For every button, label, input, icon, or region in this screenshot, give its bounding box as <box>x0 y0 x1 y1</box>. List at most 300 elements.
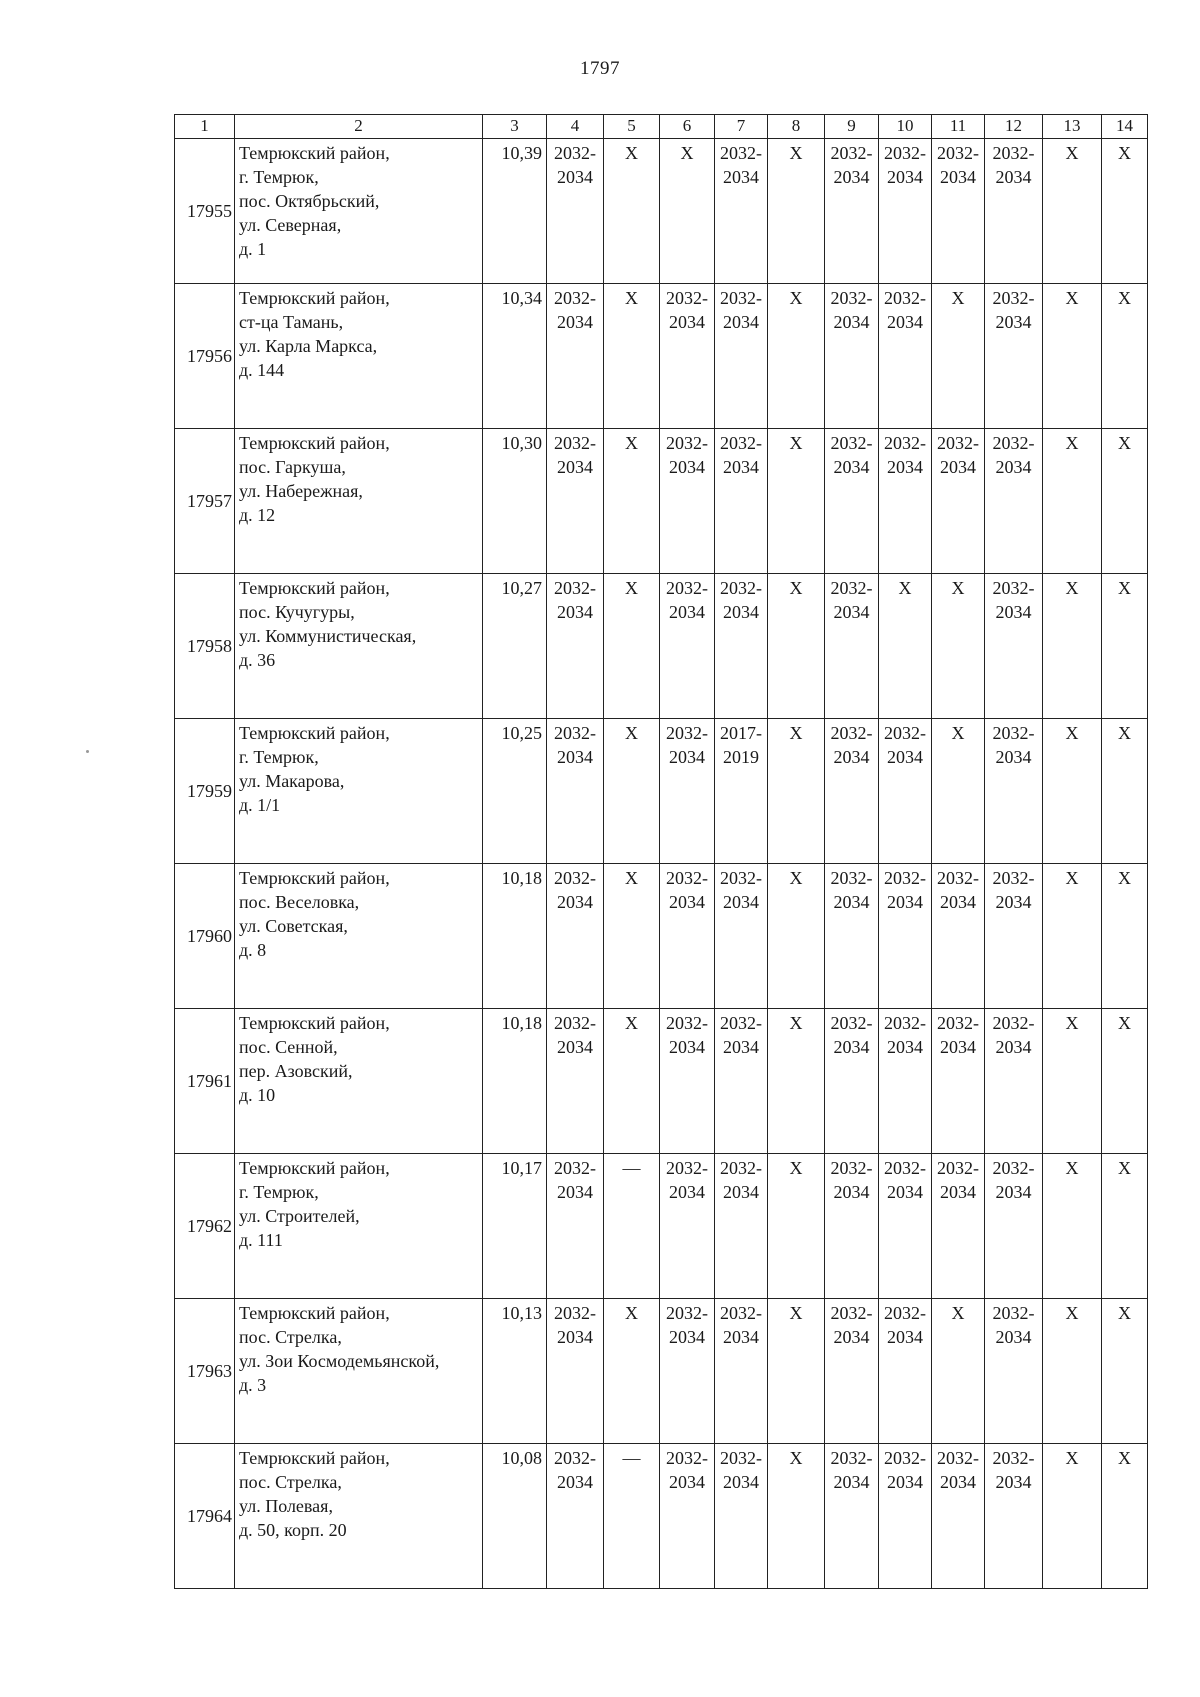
period-cell <box>768 719 825 864</box>
period-value: 2034 <box>557 1037 593 1057</box>
period-cell <box>547 1444 604 1589</box>
period-value: 2032- <box>884 288 926 308</box>
period-value: Х <box>680 143 694 163</box>
period-cell <box>1043 139 1102 284</box>
period-value: 2034 <box>723 1037 759 1057</box>
period-cell <box>715 1009 768 1154</box>
table-row <box>175 1299 1148 1444</box>
period-value: 2032- <box>884 868 926 888</box>
period-value: Х <box>1118 1448 1131 1468</box>
row-number: 17961 <box>175 1009 235 1154</box>
period-value: 2034 <box>723 167 759 187</box>
period-value: 2034 <box>833 747 870 767</box>
period-value: Х <box>1065 868 1079 888</box>
period-value: Х <box>1118 868 1131 888</box>
period-value: 2034 <box>940 1182 976 1202</box>
address-line: пос. Октябрьский, <box>239 191 380 211</box>
period-value: 2032- <box>884 1158 926 1178</box>
period-value: 2034 <box>887 1182 923 1202</box>
period-cell <box>932 1154 985 1299</box>
period-cell <box>715 1154 768 1299</box>
address-line: пос. Кучугуры, <box>239 602 355 622</box>
period-cell <box>1043 574 1102 719</box>
area-value: 10,30 <box>483 429 547 574</box>
address-line: д. 8 <box>239 940 267 960</box>
period-cell <box>985 1009 1043 1154</box>
period-value: 2034 <box>557 457 593 477</box>
period-value: Х <box>898 578 912 598</box>
period-value: 2034 <box>669 1327 705 1347</box>
address-line: пос. Гаркуша, <box>239 457 346 477</box>
period-value: 2034 <box>887 1037 923 1057</box>
period-value: 2034 <box>995 1182 1032 1202</box>
table-row <box>175 864 1148 1009</box>
period-cell <box>1102 1009 1148 1154</box>
area-value: 10,39 <box>483 139 547 284</box>
period-value: 2032- <box>937 1158 979 1178</box>
period-cell <box>715 574 768 719</box>
period-value: Х <box>789 723 803 743</box>
column-header: 14 <box>1102 115 1148 139</box>
period-cell <box>879 1154 932 1299</box>
page-number: 1797 <box>580 58 620 79</box>
period-cell <box>825 1299 879 1444</box>
period-value: 2034 <box>940 892 976 912</box>
address-line: ул. Набережная, <box>239 481 363 501</box>
period-value: 2034 <box>833 602 870 622</box>
address-line: д. 1 <box>239 239 267 259</box>
address-line: д. 50, корп. 20 <box>239 1520 347 1540</box>
period-value: 2032- <box>830 288 873 308</box>
period-value: 2032- <box>992 578 1035 598</box>
period-value: 2032- <box>554 1303 596 1323</box>
period-value: 2032- <box>830 578 873 598</box>
period-cell <box>547 139 604 284</box>
address-line: Темрюкский район, <box>239 433 390 453</box>
period-value: 2034 <box>940 1037 976 1057</box>
column-header: 5 <box>604 115 660 139</box>
address-cell <box>235 1299 483 1444</box>
period-cell <box>547 1299 604 1444</box>
period-value: 2034 <box>557 1182 593 1202</box>
column-header: 12 <box>985 115 1043 139</box>
period-cell <box>985 574 1043 719</box>
period-cell <box>604 1009 660 1154</box>
period-value: 2034 <box>669 892 705 912</box>
address-line: д. 144 <box>239 360 285 380</box>
period-cell <box>547 429 604 574</box>
period-value: 2032- <box>884 433 926 453</box>
period-value: Х <box>1118 1013 1131 1033</box>
period-cell <box>985 1154 1043 1299</box>
column-header: 3 <box>483 115 547 139</box>
address-line: д. 12 <box>239 505 276 525</box>
period-value: 2032- <box>554 723 596 743</box>
period-cell <box>879 719 932 864</box>
address-line: Темрюкский район, <box>239 288 390 308</box>
address-line: ул. Полевая, <box>239 1496 333 1516</box>
period-cell <box>1102 864 1148 1009</box>
period-value: 2034 <box>833 1472 870 1492</box>
period-value: 2032- <box>666 1158 708 1178</box>
address-line: Темрюкский район, <box>239 868 390 888</box>
period-cell <box>879 574 932 719</box>
area-value: 10,13 <box>483 1299 547 1444</box>
period-cell <box>879 284 932 429</box>
period-value: 2032- <box>992 1448 1035 1468</box>
period-value: Х <box>789 578 803 598</box>
period-value: 2032- <box>884 1013 926 1033</box>
period-cell <box>1043 1154 1102 1299</box>
period-value: 2032- <box>666 433 708 453</box>
period-cell <box>547 284 604 429</box>
period-cell <box>715 719 768 864</box>
period-value: Х <box>789 1303 803 1323</box>
period-value: Х <box>951 723 965 743</box>
period-cell <box>985 429 1043 574</box>
period-value: 2034 <box>723 1327 759 1347</box>
period-value: 2032- <box>830 1013 873 1033</box>
period-cell <box>660 1444 715 1589</box>
period-cell <box>604 1444 660 1589</box>
period-cell <box>985 864 1043 1009</box>
period-value: 2034 <box>669 602 705 622</box>
period-value: Х <box>1118 143 1131 163</box>
period-cell <box>1102 1444 1148 1589</box>
period-value: 2034 <box>940 167 976 187</box>
period-value: 2032- <box>666 288 708 308</box>
address-line: Темрюкский район, <box>239 1013 390 1033</box>
period-value: 2032- <box>554 1158 596 1178</box>
period-cell <box>768 574 825 719</box>
period-value: 2032- <box>992 143 1035 163</box>
scan-speck <box>86 750 89 753</box>
period-value: 2032- <box>720 288 762 308</box>
period-cell <box>1102 284 1148 429</box>
period-value: 2032- <box>830 1158 873 1178</box>
row-number: 17963 <box>175 1299 235 1444</box>
column-number-row <box>175 115 1148 139</box>
period-cell <box>715 1299 768 1444</box>
period-value: 2034 <box>995 747 1032 767</box>
period-cell <box>932 139 985 284</box>
period-cell <box>1102 1299 1148 1444</box>
period-value: 2034 <box>995 1327 1032 1347</box>
period-value: 2019 <box>723 747 759 767</box>
period-value: 2032- <box>554 578 596 598</box>
period-cell <box>547 1009 604 1154</box>
address-line: ул. Карла Маркса, <box>239 336 378 356</box>
period-cell <box>932 429 985 574</box>
period-value: 2034 <box>887 1472 923 1492</box>
area-value: 10,27 <box>483 574 547 719</box>
period-value: 2032- <box>992 1303 1035 1323</box>
column-header: 4 <box>547 115 604 139</box>
period-value: 2032- <box>720 433 762 453</box>
period-value: Х <box>789 143 803 163</box>
period-cell <box>660 1299 715 1444</box>
period-cell <box>715 1444 768 1589</box>
period-value: 2034 <box>669 457 705 477</box>
period-value: 2032- <box>884 1303 926 1323</box>
period-value: 2034 <box>723 312 759 332</box>
table-row <box>175 1154 1148 1299</box>
period-value: 2034 <box>557 1327 593 1347</box>
period-value: 2034 <box>887 312 923 332</box>
period-value: 2034 <box>887 457 923 477</box>
period-cell <box>985 719 1043 864</box>
period-value: 2032- <box>720 1303 762 1323</box>
period-value: Х <box>1065 723 1079 743</box>
period-cell <box>604 284 660 429</box>
address-line: Темрюкский район, <box>239 723 390 743</box>
period-cell <box>660 139 715 284</box>
period-value: 2032- <box>554 143 596 163</box>
address-cell <box>235 719 483 864</box>
period-value: Х <box>625 433 638 453</box>
period-cell <box>547 1154 604 1299</box>
period-value: 2032- <box>666 868 708 888</box>
table-row <box>175 284 1148 429</box>
period-value: 2032- <box>884 1448 926 1468</box>
area-value: 10,18 <box>483 1009 547 1154</box>
period-cell <box>879 1299 932 1444</box>
period-cell <box>604 574 660 719</box>
period-cell <box>825 139 879 284</box>
period-value: 2034 <box>995 892 1032 912</box>
address-line: д. 3 <box>239 1375 267 1395</box>
address-line: Темрюкский район, <box>239 578 390 598</box>
column-header: 8 <box>768 115 825 139</box>
area-value: 10,25 <box>483 719 547 864</box>
period-value: Х <box>789 1013 803 1033</box>
period-value: Х <box>625 1013 638 1033</box>
period-value: Х <box>625 288 638 308</box>
period-value: 2034 <box>833 1037 870 1057</box>
row-number: 17964 <box>175 1444 235 1589</box>
row-number: 17960 <box>175 864 235 1009</box>
period-value: 2032- <box>830 1303 873 1323</box>
register-table <box>174 114 1148 1589</box>
address-line: ул. Северная, <box>239 215 342 235</box>
period-cell <box>825 429 879 574</box>
period-value: Х <box>1118 1158 1131 1178</box>
address-line: пер. Азовский, <box>239 1061 353 1081</box>
column-header: 9 <box>825 115 879 139</box>
period-cell <box>715 139 768 284</box>
address-cell <box>235 1154 483 1299</box>
period-cell <box>825 1154 879 1299</box>
period-value: Х <box>1065 1013 1079 1033</box>
address-line: пос. Стрелка, <box>239 1327 342 1347</box>
period-value: Х <box>789 1158 803 1178</box>
period-value: 2032- <box>992 723 1035 743</box>
period-value: Х <box>625 868 638 888</box>
period-value: 2034 <box>669 1472 705 1492</box>
period-cell <box>715 429 768 574</box>
address-line: ул. Макарова, <box>239 771 345 791</box>
period-cell <box>1102 1154 1148 1299</box>
period-value: 2034 <box>833 312 870 332</box>
period-cell <box>604 1154 660 1299</box>
row-number: 17955 <box>175 139 235 284</box>
address-line: Темрюкский район, <box>239 143 390 163</box>
period-value: 2032- <box>992 868 1035 888</box>
period-cell <box>879 139 932 284</box>
period-value: Х <box>789 1448 803 1468</box>
area-value: 10,34 <box>483 284 547 429</box>
period-cell <box>604 139 660 284</box>
address-cell <box>235 574 483 719</box>
period-value: 2032- <box>830 433 873 453</box>
period-value: Х <box>1065 143 1079 163</box>
period-cell <box>768 429 825 574</box>
period-cell <box>768 139 825 284</box>
period-value: Х <box>625 143 638 163</box>
period-value: Х <box>1118 288 1131 308</box>
period-cell <box>825 574 879 719</box>
address-line: пос. Веселовка, <box>239 892 360 912</box>
period-value: 2032- <box>554 1448 596 1468</box>
period-value: 2032- <box>666 578 708 598</box>
period-cell <box>879 429 932 574</box>
period-value: 2034 <box>723 1472 759 1492</box>
address-line: ул. Советская, <box>239 916 348 936</box>
period-value: Х <box>789 288 803 308</box>
period-value: 2032- <box>937 143 979 163</box>
period-value: 2034 <box>557 602 593 622</box>
period-value: 2032- <box>830 723 873 743</box>
column-header: 2 <box>235 115 483 139</box>
column-header: 6 <box>660 115 715 139</box>
period-cell <box>660 574 715 719</box>
period-value: 2034 <box>723 602 759 622</box>
period-value: 2032- <box>830 143 873 163</box>
period-value: Х <box>1065 1448 1079 1468</box>
period-cell <box>768 1154 825 1299</box>
period-cell <box>879 864 932 1009</box>
period-value: Х <box>1065 1303 1079 1323</box>
period-value: 2034 <box>557 312 593 332</box>
period-value: Х <box>1118 433 1131 453</box>
period-cell <box>985 284 1043 429</box>
area-value: 10,08 <box>483 1444 547 1589</box>
address-line: ул. Коммунистическая, <box>239 626 417 646</box>
period-value: 2034 <box>995 602 1032 622</box>
column-header: 11 <box>932 115 985 139</box>
period-value: 2034 <box>887 1327 923 1347</box>
address-cell <box>235 139 483 284</box>
period-cell <box>879 1444 932 1589</box>
period-cell <box>825 864 879 1009</box>
period-value: 2032- <box>830 1448 873 1468</box>
period-value: 2034 <box>887 167 923 187</box>
period-value: 2032- <box>720 1158 762 1178</box>
address-cell <box>235 429 483 574</box>
period-cell <box>768 1444 825 1589</box>
period-value: Х <box>789 433 803 453</box>
column-header: 10 <box>879 115 932 139</box>
period-value: Х <box>1065 433 1079 453</box>
area-value: 10,18 <box>483 864 547 1009</box>
address-cell <box>235 284 483 429</box>
period-value: Х <box>1065 288 1079 308</box>
period-cell <box>985 1299 1043 1444</box>
period-value: Х <box>625 1303 638 1323</box>
period-cell <box>1043 1009 1102 1154</box>
address-line: д. 111 <box>239 1230 283 1250</box>
period-value: 2034 <box>887 892 923 912</box>
period-value: 2034 <box>995 167 1032 187</box>
address-line: Темрюкский район, <box>239 1303 390 1323</box>
period-cell <box>768 1009 825 1154</box>
period-cell <box>1043 429 1102 574</box>
period-cell <box>932 719 985 864</box>
address-line: д. 10 <box>239 1085 276 1105</box>
period-value: 2032- <box>720 578 762 598</box>
period-value: 2034 <box>833 457 870 477</box>
period-value: 2034 <box>669 747 705 767</box>
period-value: 2032- <box>554 868 596 888</box>
period-value: — <box>622 1158 641 1178</box>
period-cell <box>932 864 985 1009</box>
period-cell <box>1043 1299 1102 1444</box>
period-value: Х <box>1118 1303 1131 1323</box>
period-value: 2034 <box>995 1472 1032 1492</box>
period-value: 2034 <box>995 457 1032 477</box>
period-cell <box>985 1444 1043 1589</box>
period-value: 2034 <box>833 1327 870 1347</box>
period-cell <box>1043 284 1102 429</box>
table-row <box>175 1009 1148 1154</box>
address-cell <box>235 864 483 1009</box>
period-cell <box>985 139 1043 284</box>
period-value: 2032- <box>554 433 596 453</box>
period-cell <box>768 284 825 429</box>
period-cell <box>547 864 604 1009</box>
period-value: 2034 <box>833 892 870 912</box>
address-line: г. Темрюк, <box>239 167 319 187</box>
period-value: 2032- <box>720 1013 762 1033</box>
period-value: 2032- <box>666 1303 708 1323</box>
period-value: 2034 <box>669 1182 705 1202</box>
table-row <box>175 139 1148 284</box>
table-body <box>175 139 1148 1589</box>
period-value: — <box>622 1448 641 1468</box>
period-cell <box>932 284 985 429</box>
period-value: 2034 <box>940 1472 976 1492</box>
period-value: 2034 <box>669 312 705 332</box>
period-value: 2034 <box>557 167 593 187</box>
address-cell <box>235 1009 483 1154</box>
period-cell <box>768 864 825 1009</box>
period-cell <box>660 429 715 574</box>
period-value: 2034 <box>557 747 593 767</box>
period-cell <box>825 1009 879 1154</box>
period-cell <box>768 1299 825 1444</box>
period-value: 2034 <box>995 1037 1032 1057</box>
period-value: Х <box>951 1303 965 1323</box>
period-cell <box>604 1299 660 1444</box>
address-cell <box>235 1444 483 1589</box>
period-value: Х <box>1118 578 1131 598</box>
period-value: 2017- <box>720 723 762 743</box>
period-value: Х <box>1065 578 1079 598</box>
period-cell <box>1043 864 1102 1009</box>
period-value: 2034 <box>995 312 1032 332</box>
table-row <box>175 429 1148 574</box>
address-line: пос. Стрелка, <box>239 1472 342 1492</box>
